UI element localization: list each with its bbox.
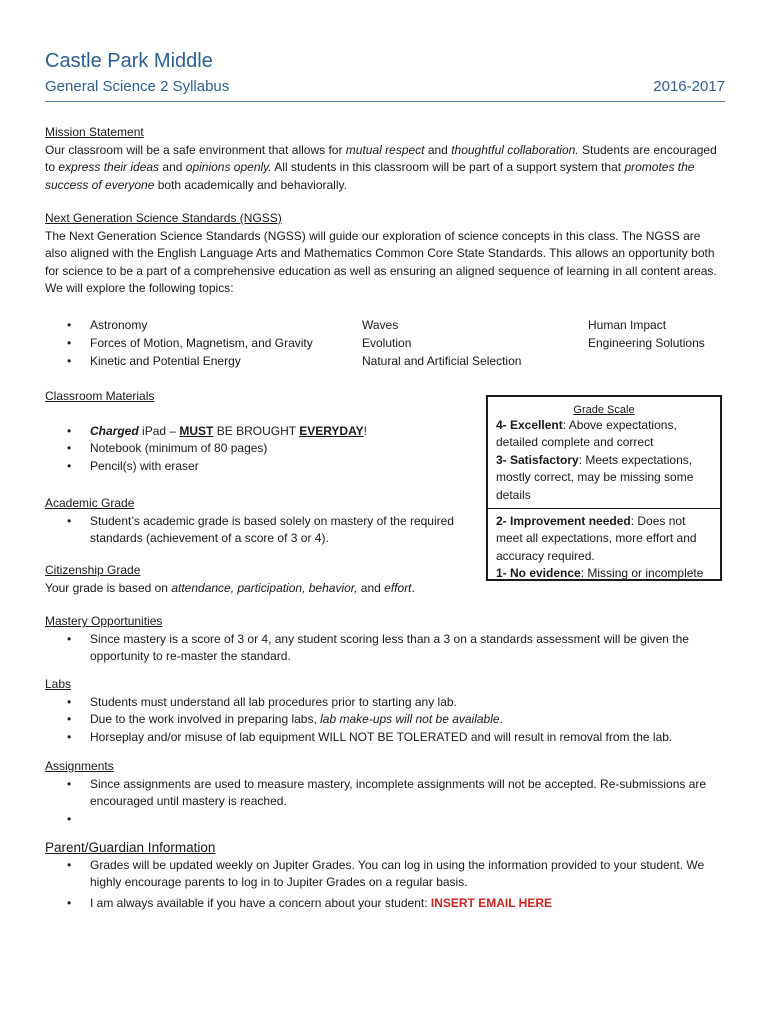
labs-item: • Due to the work involved in preparing labs, lab make-ups will not be available.: [45, 711, 725, 729]
email-placeholder: INSERT EMAIL HERE: [430, 895, 552, 910]
mastery-heading: Mastery Opportunities: [45, 614, 163, 628]
school-year: 2016-2017: [653, 78, 725, 95]
topics-column-2: [362, 316, 562, 370]
school-name: Castle Park Middle: [45, 50, 213, 72]
topics-column-1: [45, 316, 355, 370]
document-subtitle: [45, 78, 725, 95]
ngss-text: The Next Generation Science Standards (NGSS) will guide our exploration of science concepts in this class. The NGSS are also aligned with the English Language Arts and Mathematics Common Core State Standards. This allows an opportunity both for science to be a part of a comprehensive education as well as ensuring an aligned sequence of learning in all content areas. We will explore the following topics:: [45, 228, 717, 295]
mastery-list: [45, 631, 725, 666]
labs-list: [45, 694, 725, 747]
citizenship-text: Your grade is based on attendance, participation, behavior, and effort.: [45, 580, 415, 595]
grade-1: 1- No evidence: Missing or incomplete: [496, 566, 704, 581]
labs-item: • Horseplay and/or misuse of lab equipment WILL NOT BE TOLERATED and will result in removal from the lab.: [45, 729, 725, 747]
parent-section: [45, 839, 725, 912]
parent-item: • I am always available if you have a concern about your student: INSERT EMAIL HERE: [45, 895, 725, 913]
parent-list: [45, 857, 725, 913]
ngss-heading: Next Generation Science Standards (NGSS): [45, 211, 282, 225]
materials-item: • Notebook (minimum of 80 pages): [45, 440, 475, 458]
assignments-heading: Assignments: [45, 759, 114, 773]
materials-list: [45, 423, 475, 476]
topics-column-3: [588, 316, 728, 352]
topic-item: Natural and Artificial Selection: [362, 354, 522, 368]
academic-heading: Academic Grade: [45, 496, 135, 510]
materials-section: [45, 388, 475, 475]
assignments-section: [45, 758, 725, 828]
parent-item: • Grades will be updated weekly on Jupiter Grades. You can log in using the information provided to your student. We highly encourage parents to log in to Jupiter Grades on a regular basis.: [45, 857, 725, 892]
topic-item: • Astronomy: [45, 316, 355, 334]
topic-item: Human Impact: [588, 318, 667, 332]
course-title: General Science 2 Syllabus: [45, 78, 230, 95]
assignments-item: • Since assignments are used to measure mastery, incomplete assignments will not be accepted. Re-submissions are encouraged until mastery is reached.: [45, 776, 725, 811]
labs-heading: Labs: [45, 677, 72, 691]
labs-item: • Students must understand all lab procedures prior to starting any lab.: [45, 694, 725, 712]
assignments-list: [45, 776, 725, 829]
grade-scale-divider: [488, 508, 720, 509]
grade-scale-title: Grade Scale: [573, 404, 635, 416]
topic-item: Engineering Solutions: [588, 336, 705, 350]
mission-text: Our classroom will be a safe environment that allows for mutual respect and thoughtful collaboration. Students are encouraged to express their ideas and opinions openly. All students in this classroom will be part of a support system that promotes the success of everyone both academically and behaviorally.: [45, 142, 717, 192]
materials-heading: Classroom Materials: [45, 389, 155, 403]
citizenship-heading: Citizenship Grade: [45, 563, 141, 577]
topic-item: • Forces of Motion, Magnetism, and Gravity: [45, 334, 355, 352]
academic-item: • Student’s academic grade is based solely on mastery of the required standards (achievement of a score of 3 or 4).: [45, 513, 485, 548]
grade-2: 2- Improvement needed: Does not meet all expectations, more effort and accuracy required.: [496, 514, 697, 563]
header-divider: [45, 101, 725, 102]
mission-heading: Mission Statement: [45, 125, 144, 139]
mastery-item: • Since mastery is a score of 3 or 4, any student scoring less than a 3 on a standards assessment will be given the opportunity to re-master the standard.: [45, 631, 725, 666]
ngss-section: [45, 210, 725, 298]
academic-list: [45, 513, 485, 548]
assignments-item: [45, 811, 725, 829]
mission-section: [45, 124, 725, 194]
grade-scale-box: [486, 395, 722, 581]
mastery-section: [45, 613, 725, 666]
labs-section: [45, 676, 725, 746]
grade-4: 4- Excellent: Above expectations, detailed complete and correct: [496, 418, 677, 450]
academic-section: [45, 495, 485, 548]
topic-item: Evolution: [362, 336, 412, 350]
topic-item: • Kinetic and Potential Energy: [45, 352, 355, 370]
grade-3: 3- Satisfactory: Meets expectations, mostly correct, may be missing some details: [496, 452, 694, 502]
citizenship-section: [45, 562, 485, 597]
parent-heading: Parent/Guardian Information: [45, 840, 216, 855]
materials-item: • Pencil(s) with eraser: [45, 458, 475, 476]
materials-item-ipad: • Charged iPad – MUST BE BROUGHT EVERYDAY!: [45, 423, 475, 441]
topic-item: Waves: [362, 318, 399, 332]
